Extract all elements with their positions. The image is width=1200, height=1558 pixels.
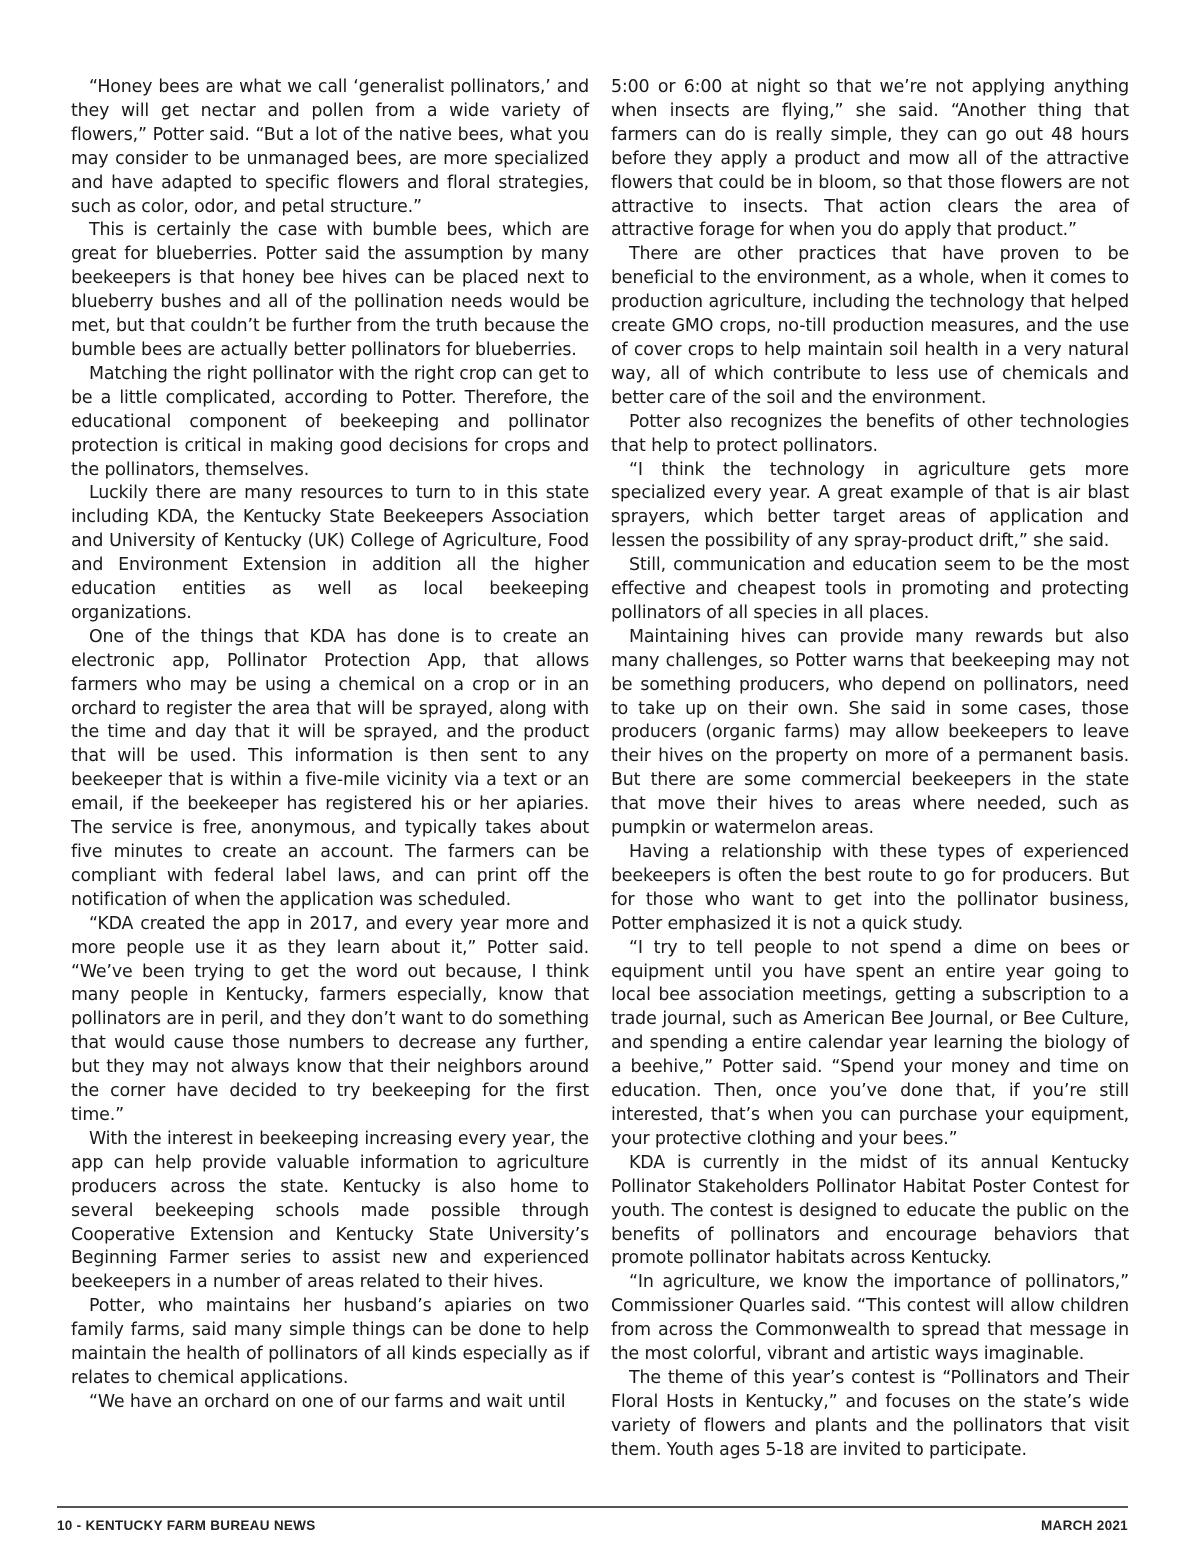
paragraph: The theme of this year’s contest is “Pollinators and Their Floral Hosts in Kentucky,” and focuses on the state’s wide variety of flowers and plants and the pollinators that visit them. Youth ages 5-18 are invited to participate. [611,1367,1129,1460]
paragraph: “We have an orchard on one of our farms and wait until [89,1391,566,1412]
paragraph: “I try to tell people to not spend a dime on bees or equipment until you have spent an entire year going to local bee association meetings, getting a subscription to a trade journal, such as American Bee Journal, or Bee Culture, and spending a entire calendar year learning the biology of a beehive,” Potter said. “Spend your money and time on education. Then, once you’ve done that, if you’re still interested, that’s when you can purchase your equipment, your protective clothing and your bees.” [611,937,1129,1149]
paragraph: “I think the technology in agriculture gets more specialized every year. A great example of that is air blast sprayers, which better target areas of application and lessen the possibility of any spray-product drift,” she said. [611,459,1129,552]
page-footer [57,1515,1128,1535]
paragraph: KDA is currently in the midst of its annual Kentucky Pollinator Stakeholders Pollinator Habitat Poster Contest for youth. The contest is designed to educate the public on the benefits of pollinators and encourage behaviors that promote pollinator habitats across Kentucky. [611,1152,1129,1269]
right-column [611,76,1129,1463]
paragraph: Potter, who maintains her husband’s apiaries on two family farms, said many simple things can be done to help maintain the health of pollinators of all kinds especially as if relates to chemical applications. [71,1296,589,1388]
paragraph: There are other practices that have proven to be beneficial to the environment, as a whole, when it comes to production agriculture, including the technology that helped create GMO crops, no-till production measures, and the use of cover crops to help maintain soil health in a very natural way, all of which contribute to less use of chemicals and better care of the soil and the environment. [611,244,1129,408]
left-column [71,76,589,1415]
paragraph: With the interest in beekeeping increasing every year, the app can help provide valuable information to agriculture producers across the state. Kentucky is also home to several beekeeping schools made possible through Cooperative Extension and Kentucky State University’s Beginning Farmer series to assist new and experienced beekeepers in a number of areas related to their hives. [71,1128,589,1293]
paragraph: Having a relationship with these types of experienced beekeepers is often the best route to go for producers. But for those who want to get into the pollinator business, Potter emphasized it is not a quick study. [611,842,1129,934]
paragraph: Still, communication and education seem to be the most effective and cheapest tools in promoting and protecting pollinators of all species in all places. [611,555,1129,623]
paragraph: “In agriculture, we know the importance of pollinators,” Commissioner Quarles said. “This contest will allow children from across the Commonwealth to spread that message in the most colorful, vibrant and artistic ways imaginable. [611,1272,1129,1365]
footer-publication: 10 - KENTUCKY FARM BUREAU NEWS [57,1517,316,1533]
paragraph: Potter also recognizes the benefits of other technologies that help to protect pollinators. [611,411,1129,456]
paragraph: Luckily there are many resources to turn to in this state including KDA, the Kentucky State Beekeepers Association and University of Kentucky (UK) College of Agriculture, Food and Environment Extension in addition all the higher education entities as well as local beekeeping organizations. [71,483,589,623]
paragraph: Maintaining hives can provide many rewards but also many challenges, so Potter warns that beekeeping may not be something producers, who depend on pollinators, need to take up on their own. She said in some cases, those producers (organic farms) may allow beekeepers to leave their hives on the property on more of a permanent basis. But there are some commercial beekeepers in the state that move their hives to areas where needed, such as pumpkin or watermelon areas. [611,626,1129,839]
paragraph: 5:00 or 6:00 at night so that we’re not applying anything when insects are flying,” she said. “Another thing that farmers can do is really simple, they can go out 48 hours before they apply a product and mow all of the attractive flowers that could be in bloom, so that those flowers are not attractive to insects. That action clears the area of attractive forage for when you do apply that product.” [611,77,1129,241]
footer-date: MARCH 2021 [1040,1517,1128,1533]
paragraph: “Honey bees are what we call ‘generalist pollinators,’ and they will get nectar and pollen from a wide variety of flowers,” Potter said. “But a lot of the native bees, what you may consider to be unmanaged bees, are more specialized and have adapted to specific flowers and floral strategies, such as color, odor, and petal structure.” [71,77,589,217]
paragraph: This is certainly the case with bumble bees, which are great for blueberries. Potter said the assumption by many beekeepers is that honey bee hives can be placed next to blueberry bushes and all of the pollination needs would be met, but that couldn’t be further from the truth because the bumble bees are actually better pollinators for blueberries. [71,220,589,360]
paragraph: Matching the right pollinator with the right crop can get to be a little complicated, according to Potter. Therefore, the educational component of beekeeping and pollinator protection is critical in making good decisions for crops and the pollinators, themselves. [71,363,589,480]
paragraph: One of the things that KDA has done is to create an electronic app, Pollinator Protection App, that allows farmers who may be using a chemical on a crop or in an orchard to register the area that will be sprayed, along with the time and day that it will be sprayed, and the product that will be used. This information is then sent to any beekeeper that is within a five-mile vicinity via a text or an email, if the beekeeper has registered his or her apiaries. The service is free, anonymous, and typically takes about five minutes to create an account. The farmers can be compliant with federal label laws, and can print off the notification of when the application was scheduled. [71,626,589,910]
paragraph: “KDA created the app in 2017, and every year more and more people use it as they learn about it,” Potter said. “We’ve been trying to get the word out because, I think many people in Kentucky, farmers especially, know that pollinators are in peril, and they don’t want to do something that would cause those numbers to decrease any further, but they may not always know that their neighbors around the corner have decided to try beekeeping for the first time.” [71,913,589,1125]
footer-divider [57,1506,1128,1508]
